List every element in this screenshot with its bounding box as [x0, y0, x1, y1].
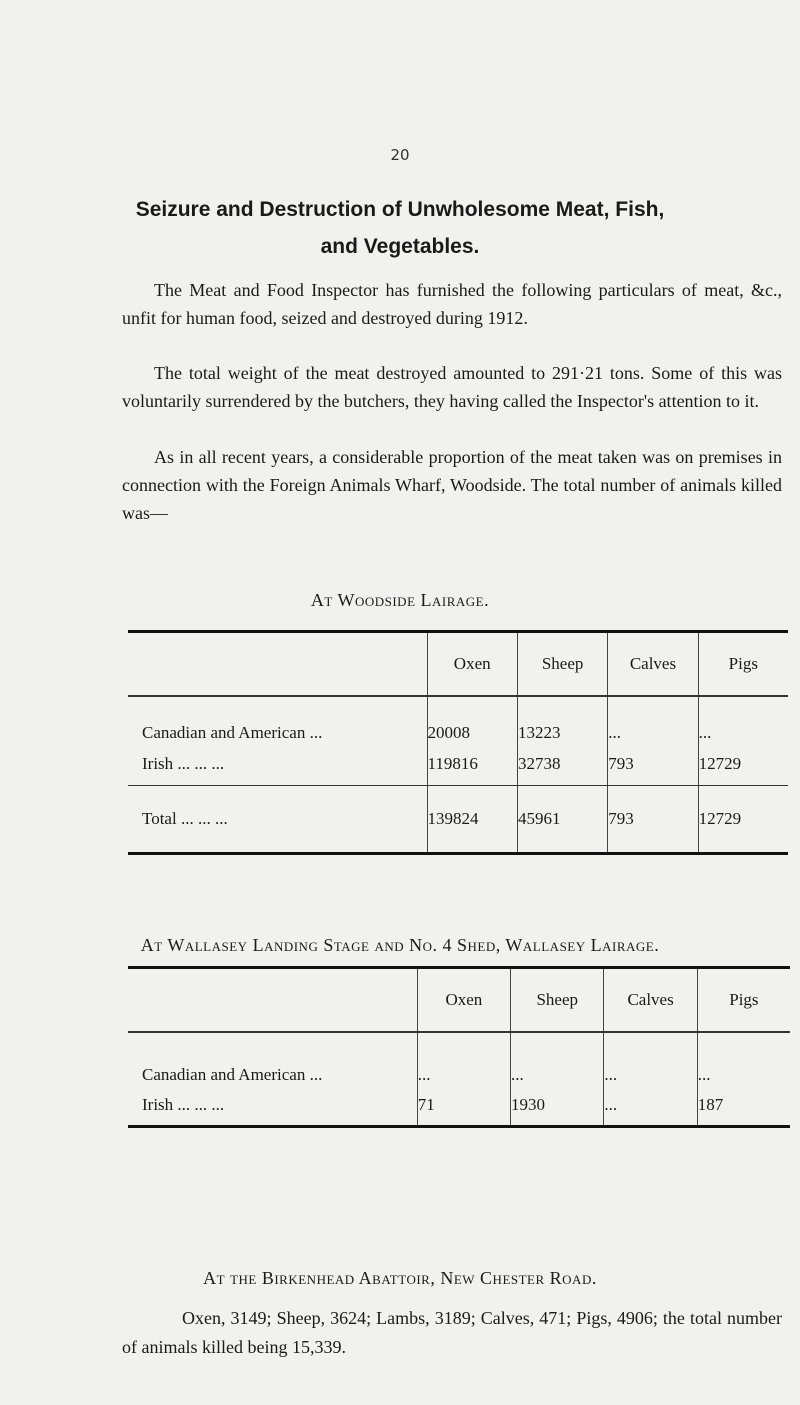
- table-row: [128, 1085, 790, 1127]
- total-oxen: 139824: [427, 786, 517, 854]
- column-header-sheep: Sheep: [517, 632, 607, 697]
- total-calves: 793: [608, 786, 698, 854]
- cell-pigs: 12729: [698, 743, 788, 786]
- cell-pigs: ...: [698, 696, 788, 743]
- cell-calves: 793: [608, 743, 698, 786]
- column-header-calves: Calves: [604, 968, 697, 1033]
- cell-sheep: ...: [511, 1032, 604, 1085]
- birkenhead-abattoir-text: Oxen, 3149; Sheep, 3624; Lambs, 3189; Calves, 471; Pigs, 4906; the total number of animals killed being 15,339.: [122, 1308, 782, 1357]
- cell-oxen: 71: [417, 1085, 510, 1127]
- paragraph-inspector-particulars: The Meat and Food Inspector has furnished the following particulars of meat, &c., unfit for human food, seized and destroyed during 1912.: [122, 280, 782, 328]
- section-heading-line-2: and Vegetables.: [320, 235, 480, 258]
- column-header-pigs: Pigs: [697, 968, 790, 1033]
- table-total-row: [128, 786, 788, 854]
- section-heading-line-1: Seizure and Destruction of Unwholesome Meat, Fish,: [135, 198, 665, 221]
- cell-sheep: 1930: [511, 1085, 604, 1127]
- cell-calves: ...: [608, 696, 698, 743]
- cell-oxen: ...: [417, 1032, 510, 1085]
- cell-sheep: 13223: [517, 696, 607, 743]
- woodside-lairage-title: At Woodside Lairage.: [310, 590, 490, 610]
- column-header-pigs: Pigs: [698, 632, 788, 697]
- column-header-oxen: Oxen: [417, 968, 510, 1033]
- total-label: Total ... ... ...: [142, 809, 228, 828]
- column-header-sheep: Sheep: [511, 968, 604, 1033]
- woodside-lairage-table: [128, 630, 788, 855]
- cell-calves: ...: [604, 1085, 697, 1127]
- table-header-row: [128, 632, 788, 697]
- birkenhead-abattoir-title: At the Birkenhead Abattoir, New Chester Road.: [203, 1268, 597, 1288]
- row-label: Canadian and American ...: [142, 723, 323, 742]
- table-header-row: [128, 968, 790, 1033]
- column-header-calves: Calves: [608, 632, 698, 697]
- paragraph-foreign-animals-wharf: As in all recent years, a considerable proportion of the meat taken was on premises in connection with the Foreign Animals Wharf, Woodside. The total number of animals killed was—: [122, 447, 782, 523]
- page-number: 20: [390, 146, 410, 164]
- column-header-blank: [128, 968, 417, 1033]
- cell-pigs: 187: [697, 1085, 790, 1127]
- row-label: Canadian and American ...: [142, 1065, 323, 1084]
- cell-calves: ...: [604, 1032, 697, 1085]
- column-header-blank: [128, 632, 427, 697]
- total-sheep: 45961: [517, 786, 607, 854]
- paragraph-total-weight: The total weight of the meat destroyed amounted to 291·21 tons. Some of this was voluntarily surrendered by the butchers, they having called the Inspector's attention to it.: [122, 363, 782, 411]
- cell-oxen: 119816: [427, 743, 517, 786]
- cell-pigs: ...: [697, 1032, 790, 1085]
- table-row: [128, 696, 788, 743]
- row-label: Irish ... ... ...: [128, 743, 427, 786]
- wallasey-lairage-table: [128, 966, 790, 1128]
- cell-sheep: 32738: [517, 743, 607, 786]
- wallasey-lairage-title: At Wallasey Landing Stage and No. 4 Shed, Wallasey Lairage.: [140, 935, 660, 955]
- row-label: Irish ... ... ...: [142, 1095, 225, 1114]
- column-header-oxen: Oxen: [427, 632, 517, 697]
- table-row: [128, 1032, 790, 1085]
- cell-oxen: 20008: [427, 696, 517, 743]
- table-row: [128, 743, 788, 786]
- total-pigs: 12729: [698, 786, 788, 854]
